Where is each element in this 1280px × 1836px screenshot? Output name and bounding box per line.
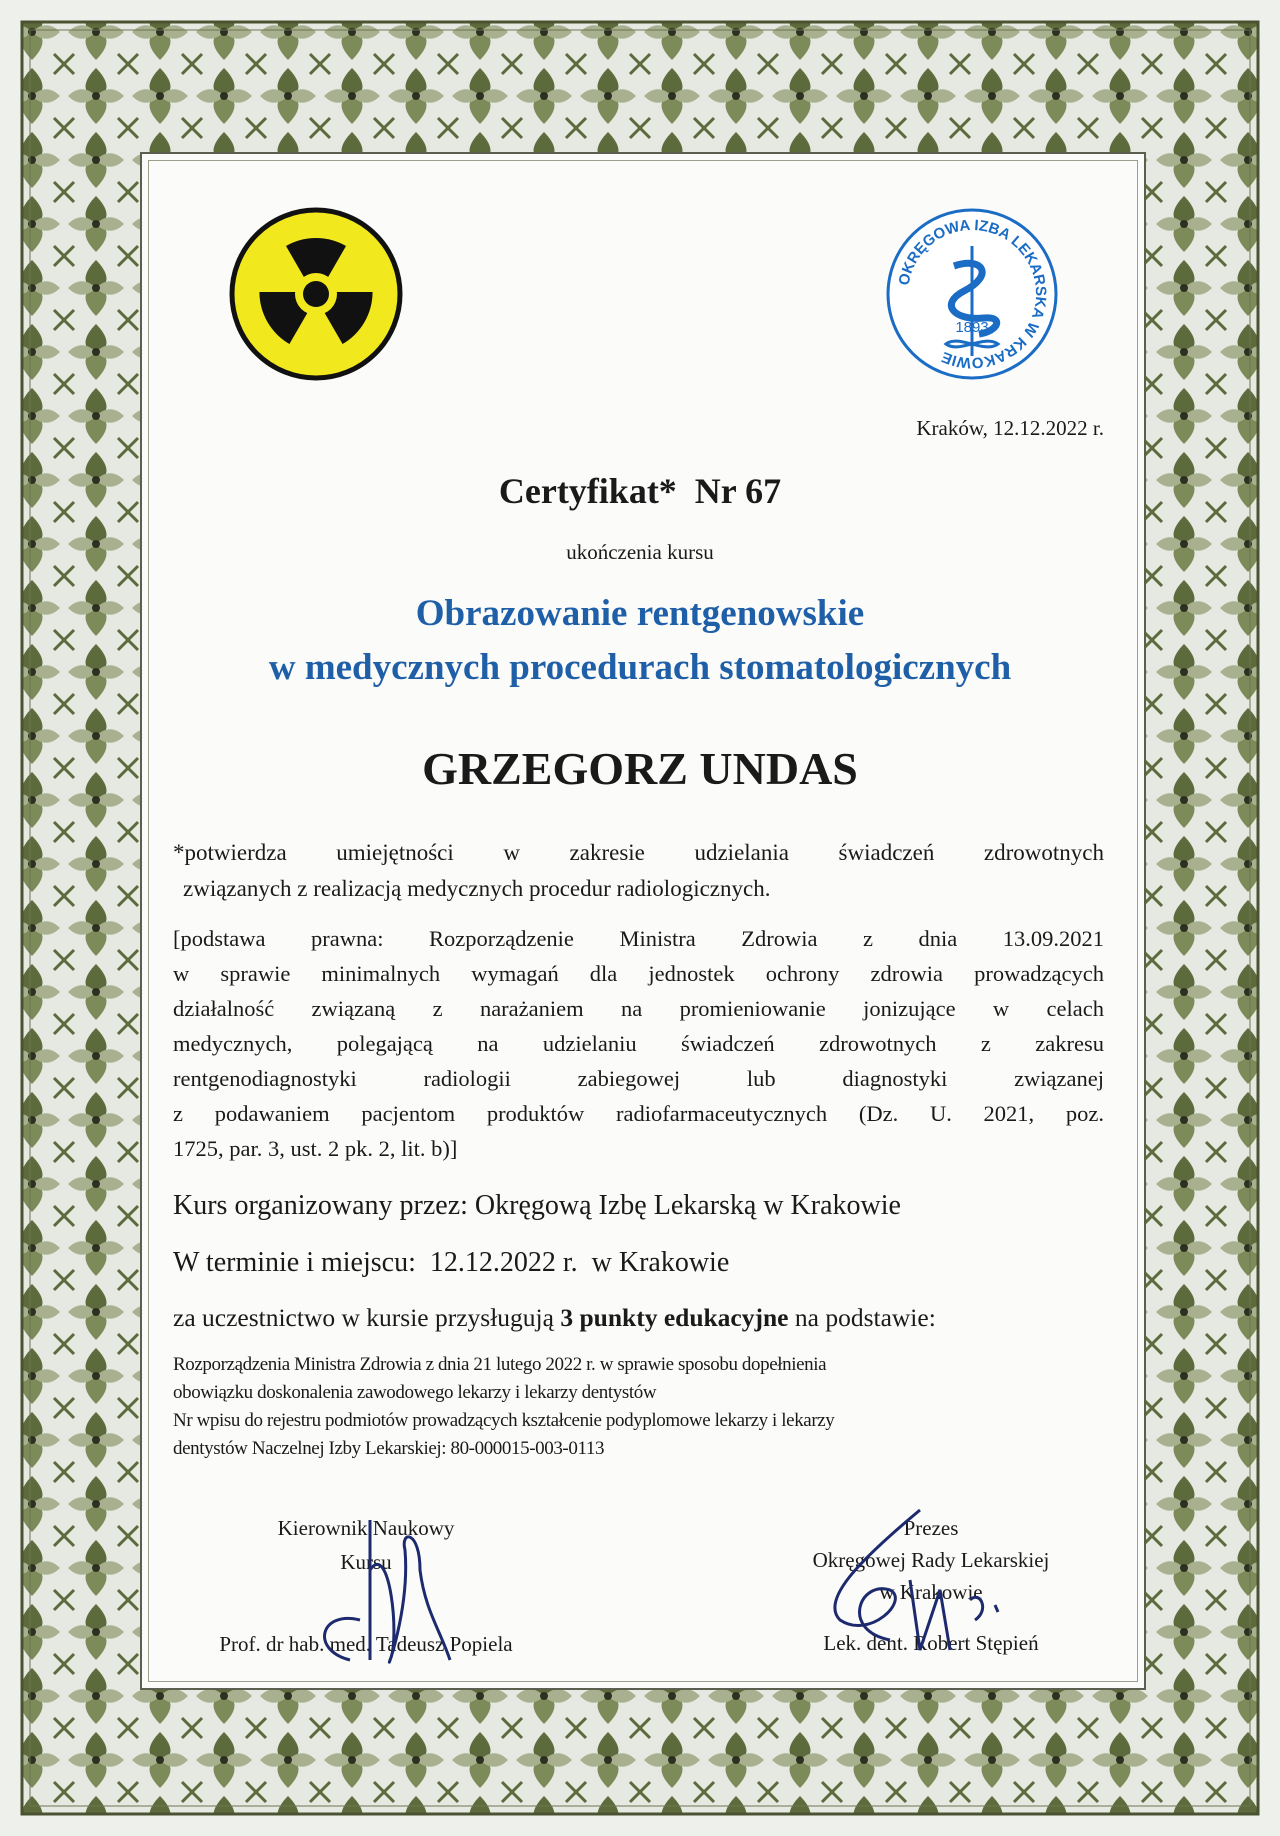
radiation-icon [228, 206, 404, 382]
right-signature [800, 1500, 1060, 1670]
certificate-subtitle: ukończenia kursu [566, 540, 714, 564]
legal-line: w sprawie minimalnych wymagań dla jednostek ochrony zdrowia prowadzących [173, 961, 1104, 986]
points-value: 3 punkty edukacyjne [560, 1303, 789, 1332]
basis-line: obowiązku doskonalenia zawodowego lekarzy i lekarzy dentystów [173, 1382, 657, 1403]
legal-line: [podstawa prawna: Rozporządzenie Ministra Zdrowia z dnia 13.09.2021 [173, 926, 1104, 951]
right-signatory-role: Prezes [903, 1516, 959, 1540]
points-suffix: na podstawie: [788, 1303, 936, 1332]
left-signatory-role: Kursu [340, 1550, 392, 1574]
legal-line: rentgenodiagnostyki radiologii zabiegowej lub diagnostyki związanej [173, 1066, 1104, 1091]
basis-line: dentystów Naczelnej Izby Lekarskiej: 80-000015-003-0113 [173, 1438, 605, 1459]
legal-line: medycznych, polegającą na udzielaniu świadczeń zdrowotnych z zakresu [173, 1031, 1104, 1056]
basis-line: Nr wpisu do rejestru podmiotów prowadzących kształcenie podyplomowe lekarzy i lekarzy [173, 1410, 835, 1431]
organizer-line: Kurs organizowany przez: Okręgową Izbę Lekarską w Krakowie [173, 1190, 901, 1221]
course-title-line-2: w medycznych procedurach stomatologicznych [268, 647, 1012, 688]
confirm-line: związanych z realizacją medycznych procedur radiologicznych. [183, 876, 771, 901]
left-signature [290, 1510, 470, 1680]
place-and-date: Kraków, 12.12.2022 r. [916, 416, 1104, 440]
right-signatory-name: Lek. dent. Robert Stępień [823, 1631, 1039, 1655]
legal-line: z podawaniem pacjentom produktów radiofarmaceutycznych (Dz. U. 2021, poz. [173, 1101, 1104, 1126]
recipient-name: GRZEGORZ UNDAS [422, 743, 858, 794]
legal-line: 1725, par. 3, ust. 2 pk. 2, lit. b)] [173, 1136, 458, 1161]
confirm-line: *potwierdza umiejętności w zakresie udzielania świadczeń zdrowotnych [173, 840, 1104, 865]
points-prefix: za uczestnictwo w kursie przysługują [173, 1303, 561, 1332]
points-line [173, 1303, 1104, 1333]
legal-line: działalność związaną z narażaniem na promieniowanie jonizujące w celach [173, 996, 1104, 1021]
left-signatory-role: Kierownik Naukowy [277, 1516, 455, 1540]
course-title-line-1: Obrazowanie rentgenowskie [415, 593, 865, 634]
right-signatory-role: w Krakowie [879, 1580, 983, 1604]
svg-text:1893: 1893 [955, 319, 989, 336]
right-signatory-role: Okręgowej Rady Lekarskiej [812, 1548, 1050, 1572]
chamber-seal-logo [884, 206, 1060, 382]
svg-text:OKRĘGOWA IZBA LEKARSKA W KRAKO: OKRĘGOWA IZBA LEKARSKA W KRAKOWIE [895, 216, 1050, 372]
basis-line: Rozporządzenia Ministra Zdrowia z dnia 21 lutego 2022 r. w sprawie sposobu dopełnienia [173, 1354, 827, 1375]
left-signatory-name: Prof. dr hab. med. Tadeusz Popiela [219, 1632, 513, 1656]
certificate-title: Certyfikat* Nr 67 [498, 471, 782, 511]
term-line: W terminie i miejscu: 12.12.2022 r. w Krakowie [173, 1247, 730, 1278]
